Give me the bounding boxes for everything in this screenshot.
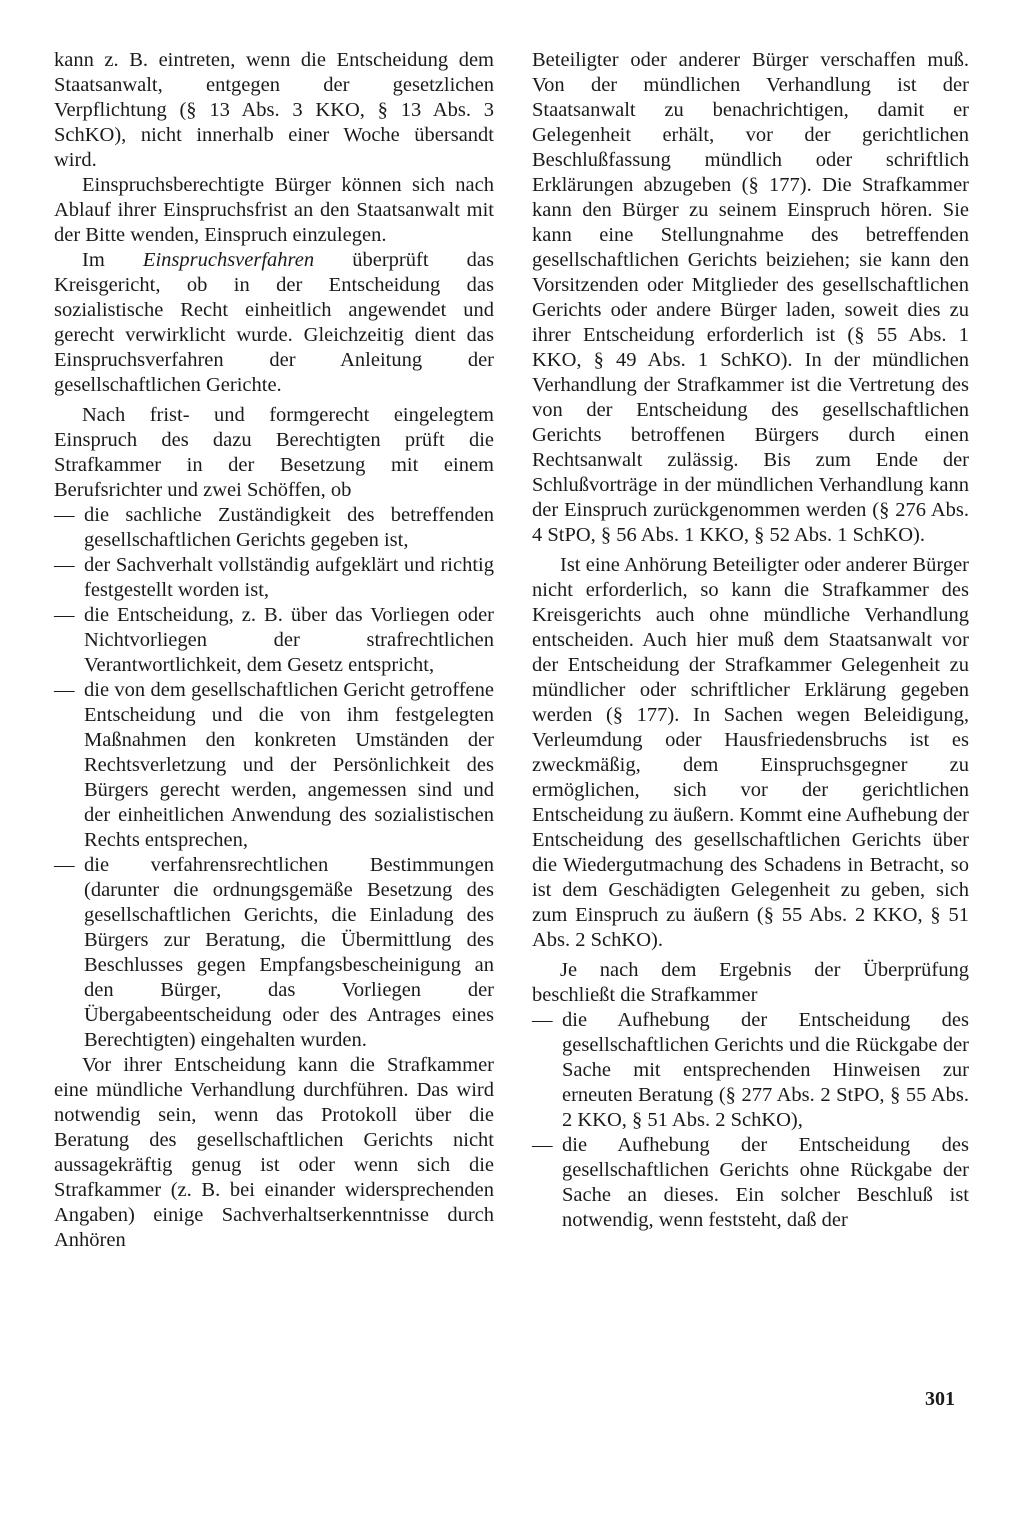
dash-bullet: — — [54, 554, 75, 576]
right-column — [532, 48, 969, 1233]
paragraph: Einspruchsberechtigte Bürger können sich nach Ablauf ihrer Einspruchsfrist an den Staatsanwalt mit der Bitte wenden, Einspruch einzulegen. — [54, 174, 494, 246]
list-item: — die Aufhebung der Entscheidung des gesellschaftlichen Gerichts ohne Rückgabe der Sache an dieses. Ein solcher Beschluß ist notwendig, wenn feststeht, daß der — [532, 1134, 969, 1231]
list-item: — die sachliche Zuständigkeit des betreffenden gesellschaftlichen Gerichts gegeben ist, — [54, 504, 494, 551]
dash-bullet: — — [54, 604, 75, 626]
dash-bullet: — — [532, 1134, 553, 1156]
list-item: — der Sachverhalt vollständig aufgeklärt und richtig festgestellt worden ist, — [54, 554, 494, 601]
dash-bullet: — — [54, 854, 75, 876]
left-column — [54, 48, 494, 1253]
paragraph — [54, 248, 494, 398]
paragraph: kann z. B. eintreten, wenn die Entscheidung dem Staatsanwalt, entgegen der gesetzlichen Verpflichtung (§ 13 Abs. 3 KKO, § 13 Abs. 3 SchKO), nicht innerhalb einer Woche übersandt wird. — [54, 49, 494, 171]
dash-bullet: — — [54, 504, 75, 526]
paragraph: Vor ihrer Entscheidung kann die Strafkammer eine mündliche Verhandlung durchführen. Das wird notwendig sein, wenn das Protokoll über die Beratung des gesellschaftlichen Gerichts nicht aussagekräftig genug ist oder wenn sich die Strafkammer (z. B. bei einander widersprechenden Angaben) einige Sachverhaltserkenntnisse durch Anhören — [54, 1054, 494, 1251]
paragraph: Ist eine Anhörung Beteiligter oder anderer Bürger nicht erforderlich, so kann die Strafkammer des Kreisgerichts auch ohne mündliche Verhandlung entscheiden. Auch hier muß dem Staatsanwalt vor der Entscheidung der Strafkammer Gelegenheit zu mündlicher oder schriftlicher Erklärung gegeben werden (§ 177). In Sachen wegen Beleidigung, Verleumdung oder Hausfriedensbruchs ist es zweckmäßig, dem Einspruchsgegner zu ermöglichen, sich vor der gerichtlichen Entscheidung zu äußern. Kommt eine Aufhebung der Entscheidung des gesellschaftlichen Gerichts über die Wiedergutmachung des Schadens in Betracht, so ist dem Geschädigten Gelegenheit zu geben, sich zum Einspruch zu äußern (§ 55 Abs. 2 KKO, § 51 Abs. 2 SchKO). — [532, 554, 969, 951]
paragraph-text: überprüft das Kreisgericht, ob in der Entscheidung das sozialistische Recht einheitlich angewendet und gerecht verwirklicht wurde. Gleichzeitig dient das Einspruchsverfahren der Anleitung der gesellschaftlichen Gerichte. — [54, 249, 494, 396]
dash-bullet: — — [54, 679, 75, 701]
paragraph-prefix: Im — [82, 249, 143, 271]
dash-bullet: — — [532, 1009, 553, 1031]
list-item: — die Entscheidung, z. B. über das Vorliegen oder Nichtvorliegen der strafrechtlichen Verantwortlichkeit, dem Gesetz entspricht, — [54, 604, 494, 676]
page-number: 301 — [925, 1388, 955, 1410]
paragraph: Beteiligter oder anderer Bürger verschaffen muß. Von der mündlichen Verhandlung ist der Staatsanwalt zu benachrichtigen, damit er Gelegenheit erhält, vor der gerichtlichen Beschlußfassung mündlich oder schriftlich Erklärungen abzugeben (§ 177). Die Strafkammer kann den Bürger zu seinem Einspruch hören. Sie kann eine Stellungnahme des betreffenden gesellschaftlichen Gerichts beiziehen; sie kann den Vorsitzenden oder Mitglieder des gesellschaftlichen Gerichts oder andere Bürger laden, soweit dies zu ihrer Entscheidung erforderlich ist (§ 55 Abs. 1 KKO, § 49 Abs. 1 SchKO). In der mündlichen Verhandlung der Strafkammer ist die Vertretung des von der Entscheidung des gesellschaftlichen Gerichts betroffenen Bürgers durch einen Rechtsanwalt zulässig. Bis zum Ende der Schlußvorträge in der mündlichen Verhandlung kann der Einspruch zurückgenommen werden (§ 276 Abs. 4 StPO, § 56 Abs. 1 KKO, § 52 Abs. 1 SchKO). — [532, 49, 969, 546]
list-item: — die verfahrensrechtlichen Bestimmungen (darunter die ordnungsgemäße Besetzung des gesellschaftlichen Gerichts, die Einladung des Bürgers zur Beratung, die Übermittlung des Beschlusses gegen Empfangsbescheinigung an den Bürger, das Vorliegen der Übergabeentscheidung oder des Antrages eines Berechtigten) eingehalten wurden. — [54, 854, 494, 1051]
emphasized-term: Einspruchsverfahren — [142, 249, 315, 271]
criteria-list — [54, 503, 494, 1053]
decision-list — [532, 1008, 969, 1233]
paragraph: Nach frist- und formgerecht eingelegtem Einspruch des dazu Berechtigten prüft die Strafkammer in der Besetzung mit einem Berufsrichter und zwei Schöffen, ob — [54, 404, 494, 501]
list-item: — die Aufhebung der Entscheidung des gesellschaftlichen Gerichts und die Rückgabe der Sache mit entsprechenden Hinweisen zur erneuten Beratung (§ 277 Abs. 2 StPO, § 55 Abs. 2 KKO, § 51 Abs. 2 SchKO), — [532, 1009, 969, 1131]
paragraph: Je nach dem Ergebnis der Überprüfung beschließt die Strafkammer — [532, 959, 969, 1006]
list-item: — die von dem gesellschaftlichen Gericht getroffene Entscheidung und die von ihm festgelegten Maßnahmen den konkreten Umständen der Rechtsverletzung und der Persönlichkeit des Bürgers gerecht werden, angemessen sind und der einheitlichen Anwendung des sozialistischen Rechts entsprechen, — [54, 679, 494, 851]
